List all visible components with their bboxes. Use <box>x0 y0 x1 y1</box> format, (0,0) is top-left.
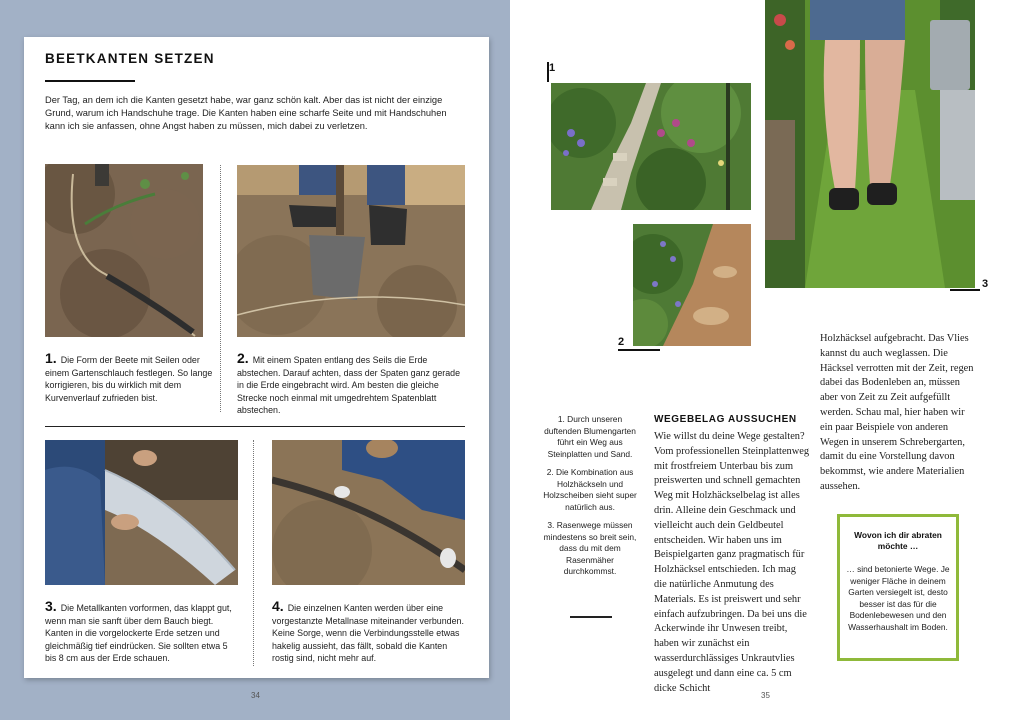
column-divider-top <box>220 165 221 412</box>
step4-photo <box>272 440 465 585</box>
tip-body: … sind betonierte Wege. Je weniger Fläche in deinem Garten versiegelt ist, desto besser ist das für die Bodenlebewesen und den Wasserhaushalt im Boden. <box>846 564 950 632</box>
tip-box <box>837 514 959 661</box>
caption-rule <box>570 616 612 618</box>
photo-flower-garden <box>551 83 751 210</box>
section-title: WEGEBELAG AUSSUCHEN <box>654 414 797 425</box>
step3-text: 3. Die Metallkanten vorformen, das klappt gut, wenn man sie sanft über dem Bauch biegt. Kanten in die vorgelockerte Erde setzen und gleichmäßig tief eindrücken. Sie sollten etwa 5 bis 8 cm aus der Erde schauen. <box>45 598 232 664</box>
step4-number: 4. <box>272 598 284 614</box>
page-title: BEETKANTEN SETZEN <box>45 51 215 66</box>
caption-1: 1. Durch unseren duftenden Blumengarten führt ein Weg aus Steinplatten und Sand. <box>544 414 636 459</box>
step2-text: 2. Mit einem Spaten entlang des Seils die Erde abstechen. Darauf achten, dass der Spaten ganz gerade in die Erde eingebracht wird. Am besten die gleiche Strecke noch einmal mit umgedrehtem Spatenblatt abstechen. <box>237 350 461 416</box>
figure-label-3: 3 <box>982 278 989 290</box>
step1-text: 1. Die Form der Beete mit Seilen oder einem Gartenschlauch festlegen. So lange korrigieren, bis du wirklich mit dem Kurvenverlauf zufrieden bist. <box>45 350 213 403</box>
photo-lawn-path <box>765 0 975 288</box>
caption-3: 3. Rasenwege müssen mindestens so breit sein, dass du mit dem Rasenmäher durchkommst. <box>543 520 637 576</box>
figure-line-1 <box>547 62 549 82</box>
step2-number: 2. <box>237 350 249 366</box>
caption-2: 2. Die Kombination aus Holzhäckseln und Holzscheiben sieht super natürlich aus. <box>543 467 637 512</box>
step3-photo <box>45 440 238 585</box>
step1-number: 1. <box>45 350 57 366</box>
step3-number: 3. <box>45 598 57 614</box>
body-text-column-1: Wie willst du deine Wege gestalten? Vom professionellen Steinplattenweg mit frostfreiem Unterbau bis zum preiswerten und schnell gemachten Weg mit Holzhäckselbelag ist alles drin. Alleine dein Geschmack und vielleicht auch dein Geldbeutel entscheiden. Wir haben uns im Beispielgarten ganz pragmatisch für Holzhäcksel entschieden. Ich mag die natürliche Anmutung des Materials. Es ist preiswert und sehr einfach aufzubringen. Da bei uns die Ackerwinde ihr Unwesen treibt, haben wir zunächst ein wasserdurchlässiges Unkrautvlies ausgelegt und dann eine ca. 5 cm dicke Schicht <box>654 431 810 694</box>
photo-captions <box>542 414 638 585</box>
column-divider-bottom <box>253 440 254 666</box>
page-number-right: 35 <box>761 691 770 700</box>
step2-photo <box>237 165 465 337</box>
body-text-column-2: Holzhäcksel aufgebracht. Das Vlies kannst du auch weglassen. Die Häcksel verrotten mit der Zeit, regen dabei das Bodenleben an, müssen aber von Zeit zu Zeit aufgefüllt werden. Schau mal, hier haben wir ein paar Beispiele von anderen Wegen in unserem Schrebergarten, damit du eine Vorstellung davon bekommst, wie andere Materialien aussehen. <box>820 333 974 492</box>
page-number-left: 34 <box>251 691 260 700</box>
figure-label-2: 2 <box>618 336 625 348</box>
tip-title: Wovon ich dir abraten möchte … <box>854 530 942 551</box>
step1-photo <box>45 164 203 337</box>
step4-text: 4. Die einzelnen Kanten werden über eine vorgestanzte Metallnase miteinander verbunden. Keine Sorge, wenn die Verbindungsstelle etwas hakelig aussieht, das fällt, sobald die Kanten rostig sind, nicht mehr auf. <box>272 598 464 664</box>
intro-text: Der Tag, an dem ich die Kanten gesetzt habe, war ganz schön kalt. Aber das ist nicht der einzige Grund, warum ich Handschuhe trage. Die Kanten haben eine scharfe Seite und mit Handschuhen kann ich sie anfassen, ohne Angst haben zu müssen, mich dabei zu verletzen. <box>45 95 447 132</box>
figure-label-1: 1 <box>549 62 556 74</box>
figure-line-2 <box>618 349 660 351</box>
photo-woodchip-path <box>633 224 751 346</box>
title-underline <box>45 80 135 82</box>
row-divider <box>45 426 465 427</box>
figure-line-3 <box>950 289 980 291</box>
